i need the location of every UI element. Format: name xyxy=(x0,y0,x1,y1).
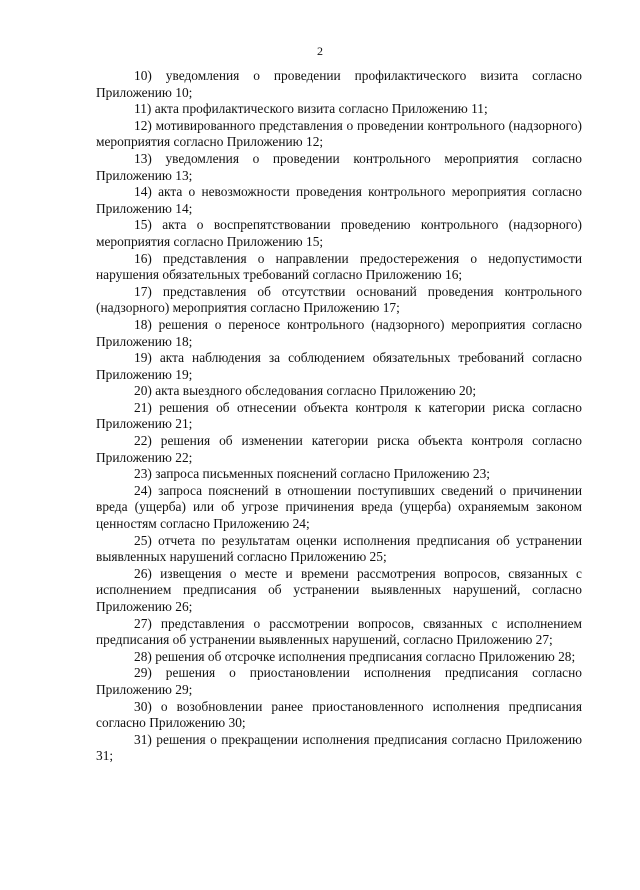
item-list xyxy=(96,68,582,765)
list-item: 27) представления о рассмотрении вопросов, связанных с исполнением предписания об устранении выявленных нарушений, согласно Приложению 27; xyxy=(96,615,582,648)
list-item: 14) акта о невозможности проведения контрольного мероприятия согласно Приложению 14; xyxy=(96,184,582,216)
list-item: 25) отчета по результатам оценки исполнения предписания об устранении выявленных нарушений согласно Приложению 25; xyxy=(96,532,582,565)
list-item: 10) уведомления о проведении профилактического визита согласно Приложению 10; xyxy=(96,68,582,100)
list-item: 26) извещения о месте и времени рассмотрения вопросов, связанных с исполнением предписания об устранении выявленных нарушений, согласно Приложению 26; xyxy=(96,565,582,614)
list-item: 31) решения о прекращении исполнения предписания согласно Приложению 31; xyxy=(96,731,582,764)
list-item: 20) акта выездного обследования согласно Приложению 20; xyxy=(134,383,477,399)
list-item: 12) мотивированного представления о проведении контрольного (надзорного) мероприятия согласно Приложению 12; xyxy=(96,117,582,150)
list-item: 11) акта профилактического визита согласно Приложению 11; xyxy=(134,101,488,117)
list-item: 30) о возобновлении ранее приостановленного исполнения предписания согласно Приложению 30; xyxy=(96,698,582,731)
list-item: 29) решения о приостановлении исполнения предписания согласно Приложению 29; xyxy=(96,665,582,697)
list-item: 28) решения об отсрочке исполнения предписания согласно Приложению 28; xyxy=(134,648,576,664)
list-item: 13) уведомления о проведении контрольного мероприятия согласно Приложению 13; xyxy=(96,150,582,183)
list-item: 15) акта о воспрепятствовании проведению контрольного (надзорного) мероприятия согласно Приложению 15; xyxy=(96,217,582,249)
page-number: 2 xyxy=(317,44,323,58)
list-item: 19) акта наблюдения за соблюдением обязательных требований согласно Приложению 19; xyxy=(96,350,582,382)
list-item: 16) представления о направлении предостережения о недопустимости нарушения обязательных требований согласно Приложению 16; xyxy=(96,250,582,283)
list-item: 18) решения о переносе контрольного (надзорного) мероприятия согласно Приложению 18; xyxy=(96,316,582,349)
list-item: 24) запроса пояснений в отношении поступивших сведений о причинении вреда (ущерба) или об угрозе причинения вреда (ущерба) охраняемым законом ценностям согласно Приложению 24; xyxy=(96,482,582,532)
list-item: 23) запроса письменных пояснений согласно Приложению 23; xyxy=(134,466,490,482)
list-item: 17) представления об отсутствии оснований проведения контрольного (надзорного) мероприятия согласно Приложению 17; xyxy=(96,283,582,316)
list-item: 21) решения об отнесении объекта контроля к категории риска согласно Приложению 21; xyxy=(96,399,582,432)
list-item: 22) решения об изменении категории риска объекта контроля согласно Приложению 22; xyxy=(96,433,582,465)
